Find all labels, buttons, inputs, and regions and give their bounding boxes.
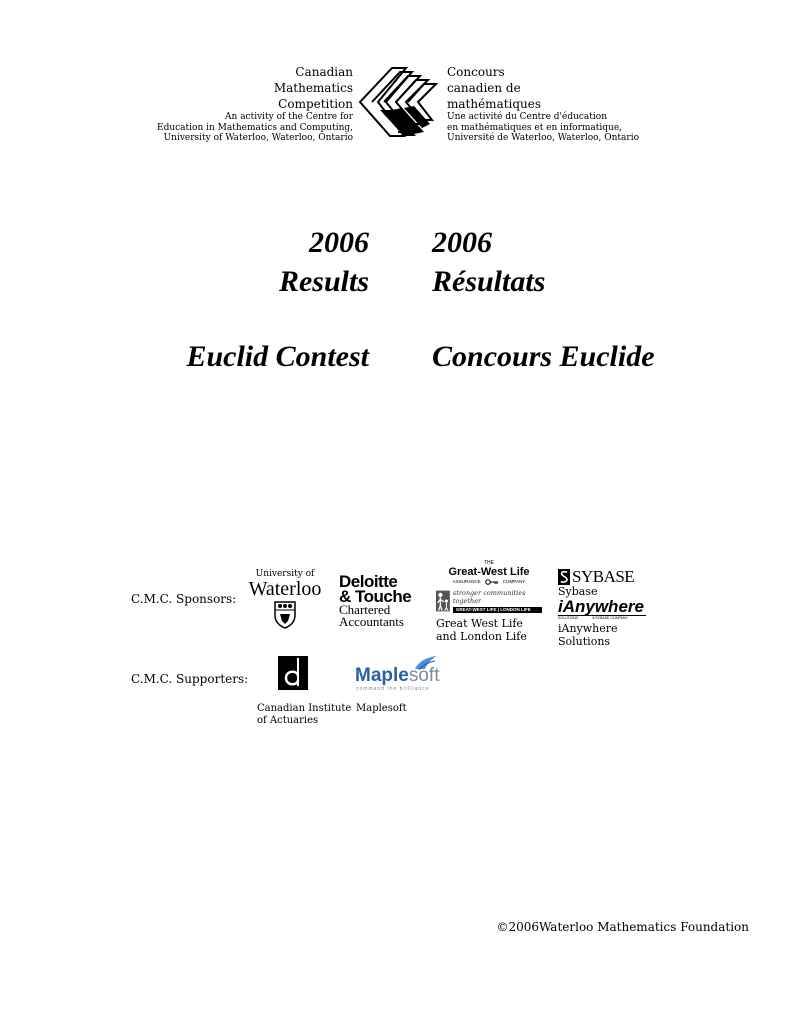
maplesoft-name1: Maple (355, 665, 409, 686)
maplesoft-caption: Maplesoft (356, 703, 407, 714)
greatwest-tag-block (453, 589, 542, 613)
cia-caption2: of Actuaries (257, 715, 319, 726)
sybase-s-icon (558, 569, 570, 585)
deloitte-line3: Chartered (339, 602, 391, 617)
sybase-label: Sybase (558, 585, 598, 598)
header-left-sub2: Education in Mathematics and Computing, (157, 122, 353, 133)
cia-logo-icon (278, 656, 308, 690)
greatwest-community-row (436, 589, 542, 613)
title-results-en: Results (278, 265, 369, 298)
greatwest-tagline: stronger communities together (452, 589, 526, 605)
deloitte-line2: & Touche (339, 587, 412, 606)
title-contest-fr: Concours Euclide (432, 340, 655, 373)
waterloo-top-text: University of (255, 569, 315, 579)
ianywhere-name: iAnywhere (558, 597, 644, 616)
greatwest-bar: GREAT-WEST LIFE | LONDON LIFE (453, 607, 542, 613)
sybase-brand-row (558, 568, 670, 585)
cia-caption1: Canadian Institute (257, 703, 352, 714)
header-right-line1: Concours (447, 65, 505, 79)
greatwest-logo (436, 560, 542, 643)
greatwest-company: COMPANY (502, 579, 526, 584)
greatwest-sub-row (436, 578, 542, 586)
header-left-sub3: University of Waterloo, Waterloo, Ontario (163, 133, 353, 143)
ianywhere-caption: iAnywhere Solutions (558, 622, 618, 648)
header-right-line2: canadien de (447, 81, 521, 95)
header-left-sub1: An activity of the Centre for (225, 112, 353, 122)
title-results-fr: Résultats (432, 265, 546, 298)
sybase-logo (558, 568, 670, 648)
deloitte-line4: Accountants (339, 614, 404, 629)
title-year-en: 2006 (309, 226, 369, 259)
title-contest-en: Euclid Contest (186, 340, 369, 373)
maplesoft-tagline: command the brilliance (356, 686, 430, 692)
greatwest-name: Great-West Life (448, 566, 530, 578)
maplesoft-wordmark (355, 666, 439, 686)
header-left-block (157, 64, 353, 144)
ianywhere-sub: SOLUTIONS (558, 616, 579, 620)
header-right-line3: mathématiques (447, 97, 542, 111)
waterloo-crest-icon (274, 601, 296, 629)
greatwest-sub: ASSURANCE (452, 579, 481, 584)
waterloo-name: Waterloo (248, 578, 322, 600)
greatwest-caption2: and London Life (436, 630, 527, 643)
header-right-sub1: Une activité du Centre d'éducation (447, 112, 608, 122)
supporters-label: C.M.C. Supporters: (131, 672, 249, 686)
copyright-footer: ©2006Waterloo Mathematics Foundation (496, 920, 749, 934)
title-year-fr: 2006 (432, 226, 492, 259)
sybase-name: SYBASE (572, 567, 635, 586)
deloitte-line1: Deloitte (339, 572, 398, 591)
header-right-sub2: en mathématiques et en informatique, (447, 122, 623, 133)
key-icon (485, 579, 499, 585)
family-icon (436, 589, 450, 613)
ianywhere-company: A SYBASE COMPANY (592, 616, 628, 620)
cmc-logo-icon (358, 64, 442, 140)
header-left-line2: Mathematics (273, 81, 353, 95)
sponsors-label: C.M.C. Sponsors: (131, 592, 237, 606)
greatwest-the: THE (484, 560, 494, 566)
deloitte-logo (339, 574, 411, 628)
header-left-line3: Competition (278, 97, 353, 111)
header-right-block (447, 64, 639, 144)
header-left-line1: Canadian (295, 65, 353, 79)
waterloo-logo (243, 570, 327, 629)
maplesoft-name2: soft (408, 665, 440, 686)
header-right-sub3: Université de Waterloo, Waterloo, Ontario (447, 133, 640, 143)
greatwest-caption1: Great West Life (436, 617, 523, 630)
cia-caption (257, 703, 351, 727)
